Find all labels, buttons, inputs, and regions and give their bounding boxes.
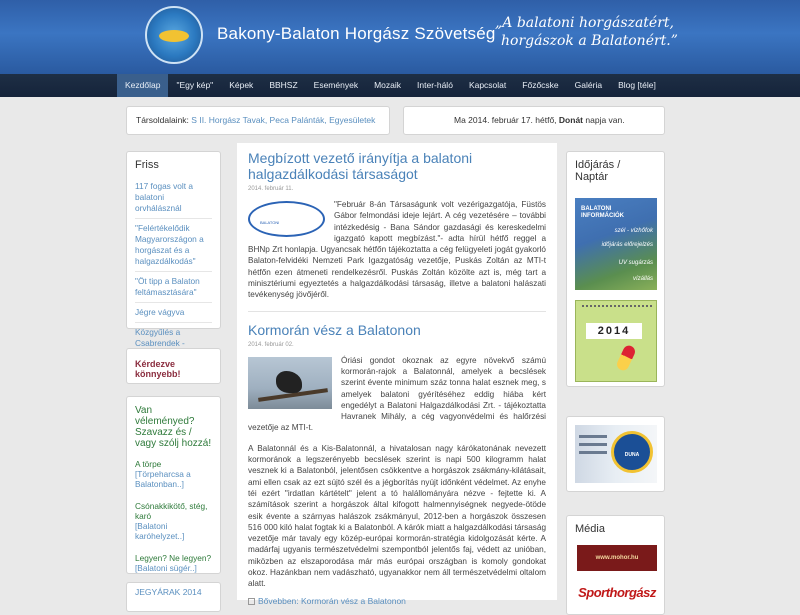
- banner-line: szél - vízhőfok: [614, 228, 653, 234]
- calendar-banner[interactable]: [575, 300, 657, 382]
- banner-title-2: INFORMÁCIÓK: [581, 213, 624, 219]
- friss-item[interactable]: "Öt tipp a Balaton feltámasztására": [135, 272, 212, 303]
- poll-item[interactable]: [135, 501, 212, 541]
- poll-item-sub[interactable]: [Törpeharcsa a Balatonban..]: [135, 469, 191, 489]
- motto-line-2: horgászok a Balatonért.”: [501, 33, 678, 49]
- article-title[interactable]: Kormorán vész a Balatonon: [248, 321, 421, 338]
- banner-stripe: [579, 443, 607, 446]
- partner-sites-bar: [126, 106, 390, 135]
- friss-item[interactable]: 117 fogas volt a balatoni orvhálásznál: [135, 177, 212, 219]
- banner-line: időjárás előrejelzés: [601, 242, 653, 248]
- banner-stripe: [579, 435, 607, 438]
- date-text: Ma 2014. február 17. hétfő,: [454, 115, 557, 125]
- nav-item[interactable]: "Egy kép": [176, 80, 214, 90]
- thumbnail-logo-mark: BALATONI: [260, 220, 280, 225]
- article-thumbnail: [248, 201, 325, 237]
- nav-item[interactable]: Események: [313, 80, 359, 90]
- media-title: Média: [575, 523, 605, 535]
- poll-item-title[interactable]: A törpe: [135, 459, 162, 469]
- friss-list: [135, 177, 212, 365]
- nameday-name: Donát: [558, 115, 584, 125]
- cormorant-image: [248, 357, 332, 409]
- date-bar: [403, 106, 665, 135]
- weather-panel: [566, 151, 665, 387]
- read-more-link[interactable]: [237, 596, 557, 606]
- nav-item[interactable]: Főzőcske: [522, 80, 559, 90]
- nav-item[interactable]: Kezdőlap: [117, 74, 168, 97]
- article-date: 2014. február 02.: [248, 341, 294, 348]
- balaton-info-banner[interactable]: [575, 198, 657, 290]
- nav-item[interactable]: Képek: [229, 80, 254, 90]
- kerdezve-panel[interactable]: [126, 348, 221, 384]
- friss-item[interactable]: Közgyűlés a Csabrendek -: [135, 323, 212, 365]
- banner-line: UV sugárzás: [618, 260, 653, 266]
- poll-question: Van véleményed? Szavazz és / vagy szólj hozzá!: [135, 405, 212, 449]
- site-motto: [495, 14, 685, 50]
- article-body: [237, 355, 557, 590]
- poll-item-sub[interactable]: [Balatoni karóhelyzet..]: [135, 521, 185, 541]
- article-body: [237, 199, 557, 301]
- site-header: [0, 0, 800, 74]
- nav-item[interactable]: Kapcsolat: [468, 80, 507, 90]
- nav-item[interactable]: BBHSZ: [269, 80, 298, 90]
- ticket-prices-title[interactable]: JEGYÁRAK 2014: [135, 587, 202, 597]
- main-content: [237, 143, 557, 606]
- friss-item[interactable]: Jégre vágyva: [135, 303, 212, 323]
- poll-panel: [126, 396, 221, 574]
- article-date: 2014. február 11.: [248, 186, 294, 192]
- duna-badge: DUNA: [611, 431, 653, 473]
- poll-item[interactable]: [135, 459, 212, 489]
- banner-title: [581, 206, 624, 220]
- weather-title: Időjárás / Naptár: [575, 159, 621, 183]
- site-logo[interactable]: [145, 6, 203, 64]
- read-more-label[interactable]: Bővebben: Kormorán vész a Balatonon: [258, 595, 406, 606]
- fish-icon: [159, 30, 189, 42]
- main-nav: [0, 74, 800, 97]
- nameday-suffix: napja van.: [585, 115, 625, 125]
- poll-item-title[interactable]: Csónakkikötő, stég, karó: [135, 501, 208, 521]
- fishing-float-icon: [615, 344, 637, 373]
- article-paragraph: A Balatonnál és a Kis-Balatonnál, a hivatalosan nagy kárókatonának nevezett kormoránok a legszerényebb becslések szerint is napi 500 kilogramm halat vesznek ki a Balatonból, jelentősen csökkentve a horgászok zsákmány-kilátásait, ami ellen csak az ezt sújtó szél és a jégborítás nyújt időnként védelmet. Az enyhe téi ezért "irdatlan kártételt" jelent a tó halállományára nézve - fejtette ki. A számítások szerint a horgászok által kifogott halmennyiségnek negyede-ötöde esik évente a szárnyas halászok zsákmányul, 2012-ben a horgászok összesen 516 000 kiló halat fogtak ki a Balatonból. A kárók miatt a halgazdálkodási társaság vezetője már tavaly egy közép-európai kormorán-stratégia kidolgozását kérte. A madárfaj ugyanis természetvédelmi szempontból jelentős faj, védett az unióban, miközben az elszaporodása már más európai országban is komoly gondokat okoz. Hazánkban nem vadászható, ugyanakkor nem áll természetvédelmi oltalom alatt.: [248, 443, 546, 589]
- friss-title: Friss: [135, 159, 159, 171]
- poll-list: [135, 459, 212, 573]
- site-title[interactable]: Bakony-Balaton Horgász Szövetség: [217, 24, 496, 43]
- banner-stripe: [579, 451, 607, 454]
- duna-panel: [566, 416, 665, 492]
- media-panel: [566, 515, 665, 615]
- article-title[interactable]: Megbízott vezető irányítja a balatoni halgazdálkodási társaságot: [248, 150, 473, 182]
- bird-shape: [276, 371, 302, 393]
- article-text: "Február 8-án Társaságunk volt vezérigazgatója, Füstös Gábor felmondási ideje lejárt. A cég vezetésére – további intézkedésig - Bana Sándor gazdasági és kereskedelmi igazgató kapott megbízást."- adta hírül hétfő reggel a BHNp Zrt honlapja. Ugyancsak hétfőn tájékoztatta a cég felügyeleti jogát gyakorló Balaton-felvidéki Nemzeti Park Igazgatóság vezetője, Puskás Zoltán az MTI-t hétfőn ezen átmeneti rendelkezésről. Puskás Zoltán közölte azt is, még tart a minisztériumi egyeztetés a halgazdálkodási társaság, illetve a balatoni halászati tevékenység jövőjéről.: [248, 200, 546, 300]
- partner-sites-links[interactable]: S II. Horgász Tavak, Peca Palánták, Egyesületek: [191, 115, 376, 125]
- calendar-binding: [582, 305, 652, 313]
- read-more-icon: [248, 598, 255, 605]
- article-divider: [248, 311, 546, 312]
- calendar-year: 2014: [586, 323, 642, 339]
- banner-line: vízállás: [632, 276, 653, 282]
- nav-list: [117, 74, 664, 97]
- media-link-sporthorgasz[interactable]: Sporthorgász: [577, 580, 657, 606]
- kerdezve-title[interactable]: Kérdezve könnyebb!: [135, 359, 181, 379]
- nav-item[interactable]: Galéria: [574, 80, 603, 90]
- article-paragraph: Óriási gondot okoznak az egyre növekvő számú kormorán-rajok a Balatonnál, amelyek a becslések szerint évente minimum száz tonna halat esznek meg, s amelyek balatoni gyérítéséhez eddig hiába kért engedélyt a Balatoni Halgazdálkodási Zrt. - tájékoztatta Havranek Mihály, a cég vagyonvédelmi és halőrzési vezetője az MTI-t.: [248, 355, 546, 433]
- nav-item[interactable]: Inter-háló: [417, 80, 453, 90]
- friss-panel: [126, 151, 221, 348]
- poll-item[interactable]: [135, 553, 212, 573]
- poll-item-title[interactable]: Legyen? Ne legyen?: [135, 553, 212, 563]
- friss-item[interactable]: "Felértékelődik Magyarországon a horgászat és a halgazdálkodás": [135, 219, 212, 272]
- nav-item[interactable]: Mozaik: [374, 80, 402, 90]
- motto-line-1: „A balatoni horgászatért,: [495, 15, 674, 31]
- banner-title-1: BALATONI: [581, 206, 612, 212]
- poll-item-sub[interactable]: [Balatoni sügér..]: [135, 563, 197, 573]
- partner-sites-label: Társoldalaink:: [136, 115, 189, 125]
- ticket-prices-panel[interactable]: [126, 582, 221, 612]
- duna-banner[interactable]: [575, 425, 657, 483]
- nav-item[interactable]: Blog [téle]: [618, 80, 656, 90]
- media-link-mohor[interactable]: www.mohor.hu: [577, 545, 657, 571]
